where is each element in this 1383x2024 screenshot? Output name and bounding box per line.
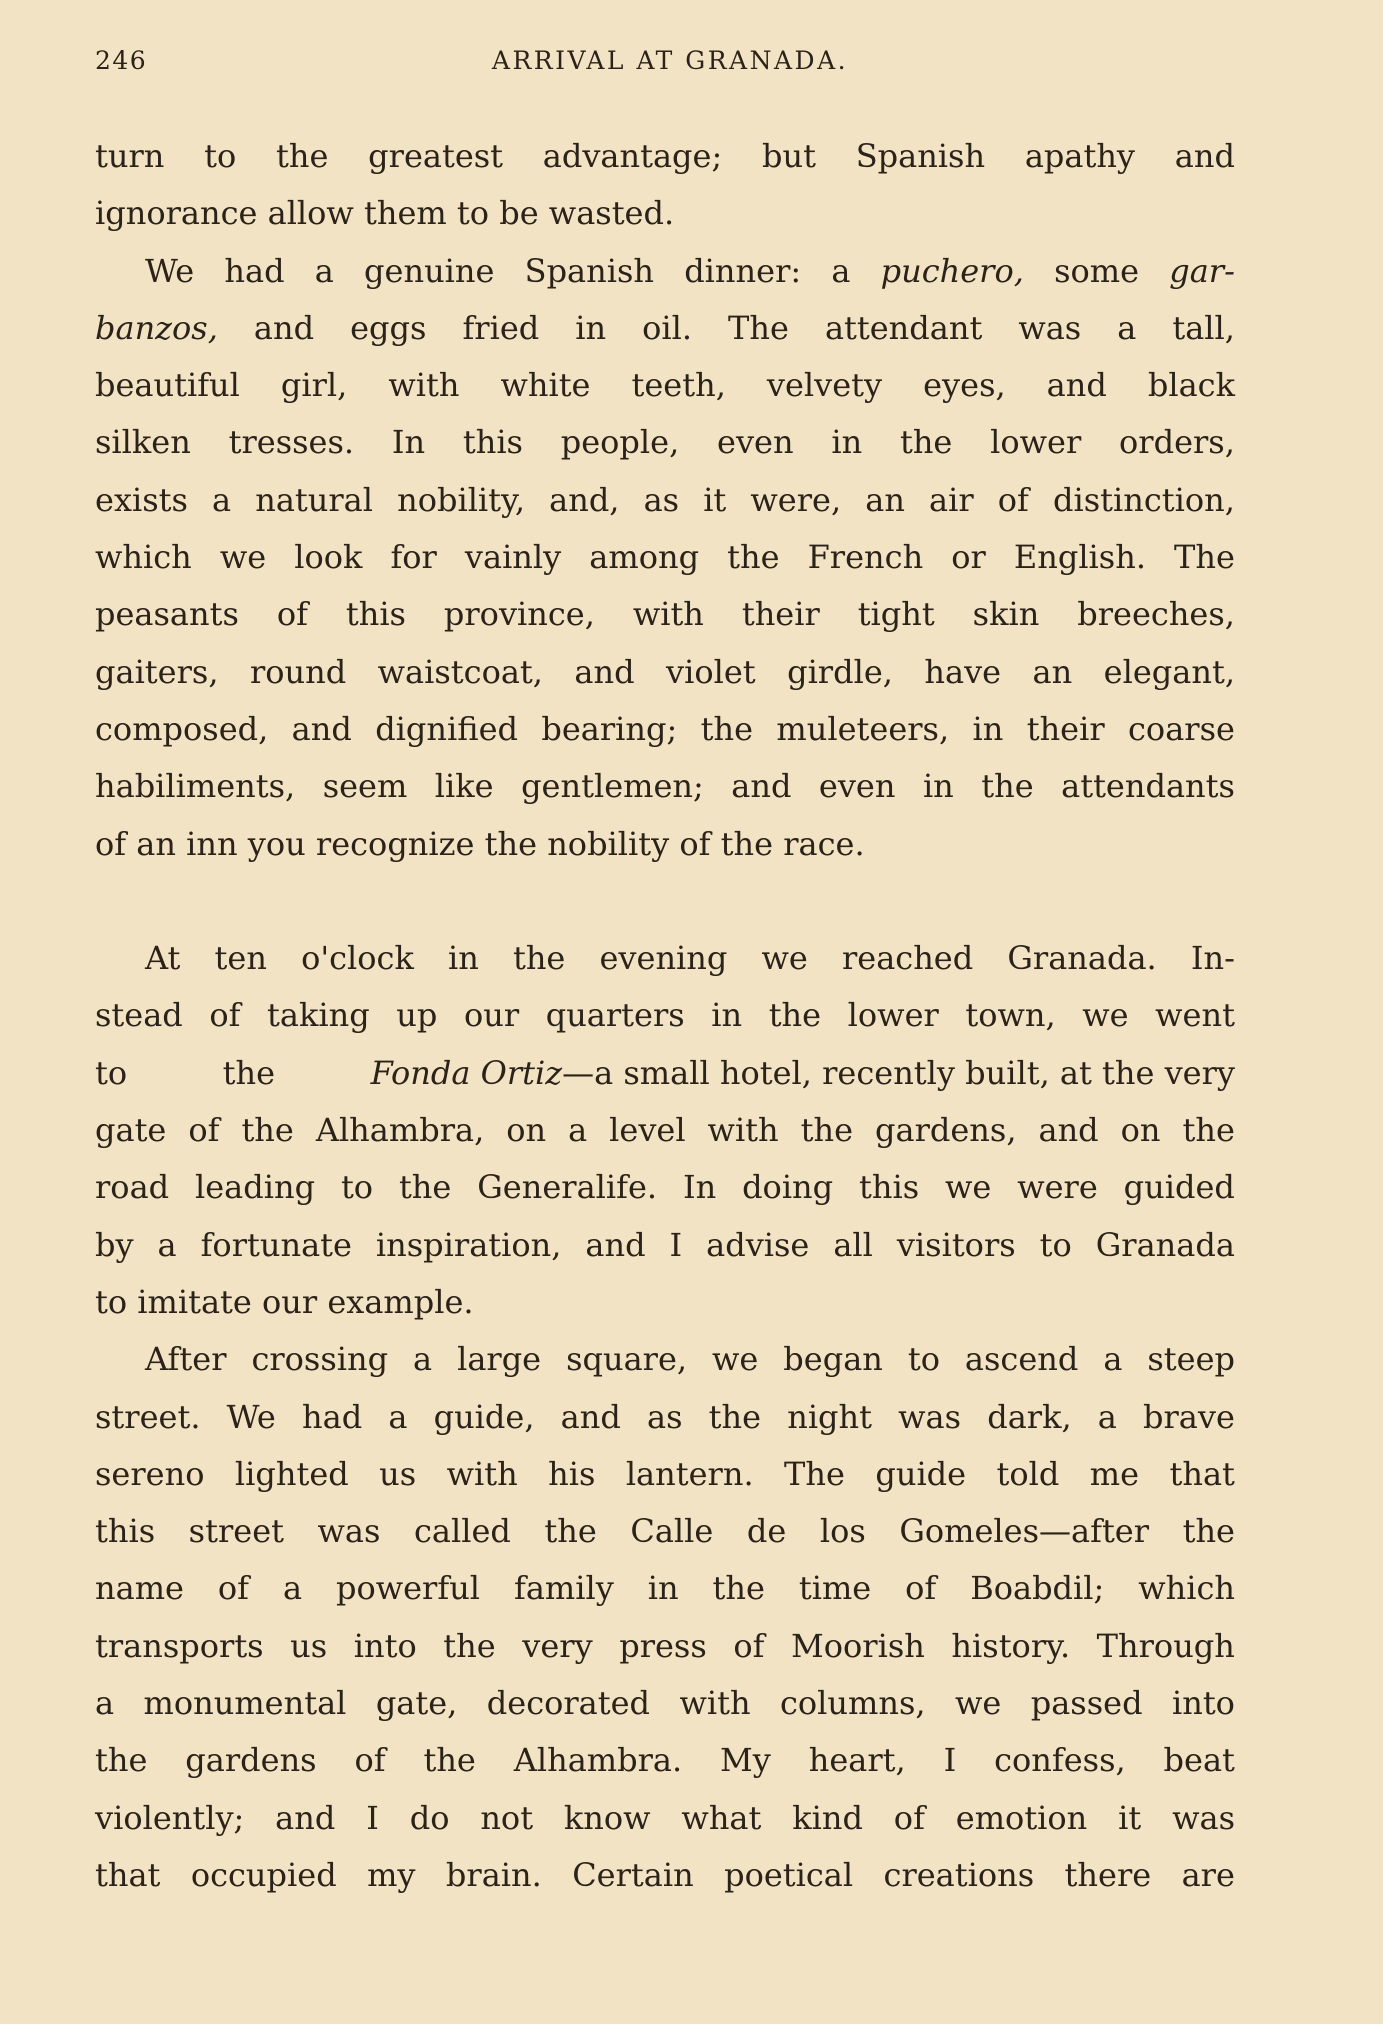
text-line: to the Fonda Ortiz—a small hotel, recently built, at the very (95, 1053, 1235, 1092)
text-line: road leading to the Generalife. In doing this we were guided (95, 1168, 1235, 1207)
text-line: that occupied my brain. Certain poetical creations there are (95, 1855, 1235, 1894)
body-text (95, 128, 1235, 1904)
text-line: We had a genuine Spanish dinner: a puchero, some gar- (95, 243, 1235, 300)
text-line: transports us into the very press of Moorish history. Through (95, 1626, 1235, 1665)
text-line: this street was called the Calle de los Gomeles—after the (95, 1512, 1235, 1551)
text-line: a monumental gate, decorated with columns, we passed into (95, 1684, 1235, 1723)
italic-term: banzos, (95, 308, 218, 347)
text-line: by a fortunate inspiration, and I advise all visitors to Granada (95, 1225, 1235, 1264)
text-line: name of a powerful family in the time of Boabdil; which (95, 1569, 1235, 1608)
text-line: At ten o'clock in the evening we reached Granada. In- (145, 939, 1235, 978)
text-line: gate of the Alhambra, on a level with the gardens, and on the (95, 1111, 1235, 1150)
italic-term: Fonda Ortiz (370, 1053, 563, 1092)
running-title: ARRIVAL AT GRANADA. (491, 46, 849, 75)
section-break (95, 873, 1235, 930)
text-line: peasants of this province, with their tight skin breeches, (95, 595, 1235, 634)
text-line: the gardens of the Alhambra. My heart, I confess, beat (95, 1741, 1235, 1780)
page-header (95, 46, 1245, 86)
italic-term: puchero, (880, 251, 1024, 290)
text-line: of an inn you recognize the nobility of the race. (95, 824, 865, 863)
text-line: stead of taking up our quarters in the lower town, we went (95, 996, 1235, 1035)
text-line: which we look for vainly among the French or English. The (95, 538, 1235, 577)
text-line: beautiful girl, with white teeth, velvety eyes, and black (95, 366, 1235, 405)
text-line: turn to the greatest advantage; but Spanish apathy and (95, 137, 1235, 175)
italic-term: gar- (1169, 251, 1235, 290)
text-line: exists a natural nobility, and, as it were, an air of distinction, (95, 480, 1235, 519)
text-line: habiliments, seem like gentlemen; and even in the attendants (95, 767, 1235, 806)
text-line: silken tresses. In this people, even in the lower orders, (95, 423, 1235, 462)
text-line: street. We had a guide, and as the night was dark, a brave (95, 1397, 1235, 1436)
text-line: gaiters, round waistcoat, and violet girdle, have an elegant, (95, 652, 1235, 691)
text-line: ignorance allow them to be wasted. (95, 194, 675, 233)
text-line: After crossing a large square, we began to ascend a steep (145, 1340, 1235, 1379)
text-line: violently; and I do not know what kind of emotion it was (95, 1798, 1235, 1837)
text-line: banzos, and eggs fried in oil. The attendant was a tall, (95, 300, 1235, 357)
text-line: to imitate our example. (95, 1282, 474, 1321)
text-line: composed, and dignified bearing; the muleteers, in their coarse (95, 709, 1235, 748)
page-number: 246 (95, 46, 148, 75)
text-line: sereno lighted us with his lantern. The guide told me that (95, 1454, 1235, 1493)
